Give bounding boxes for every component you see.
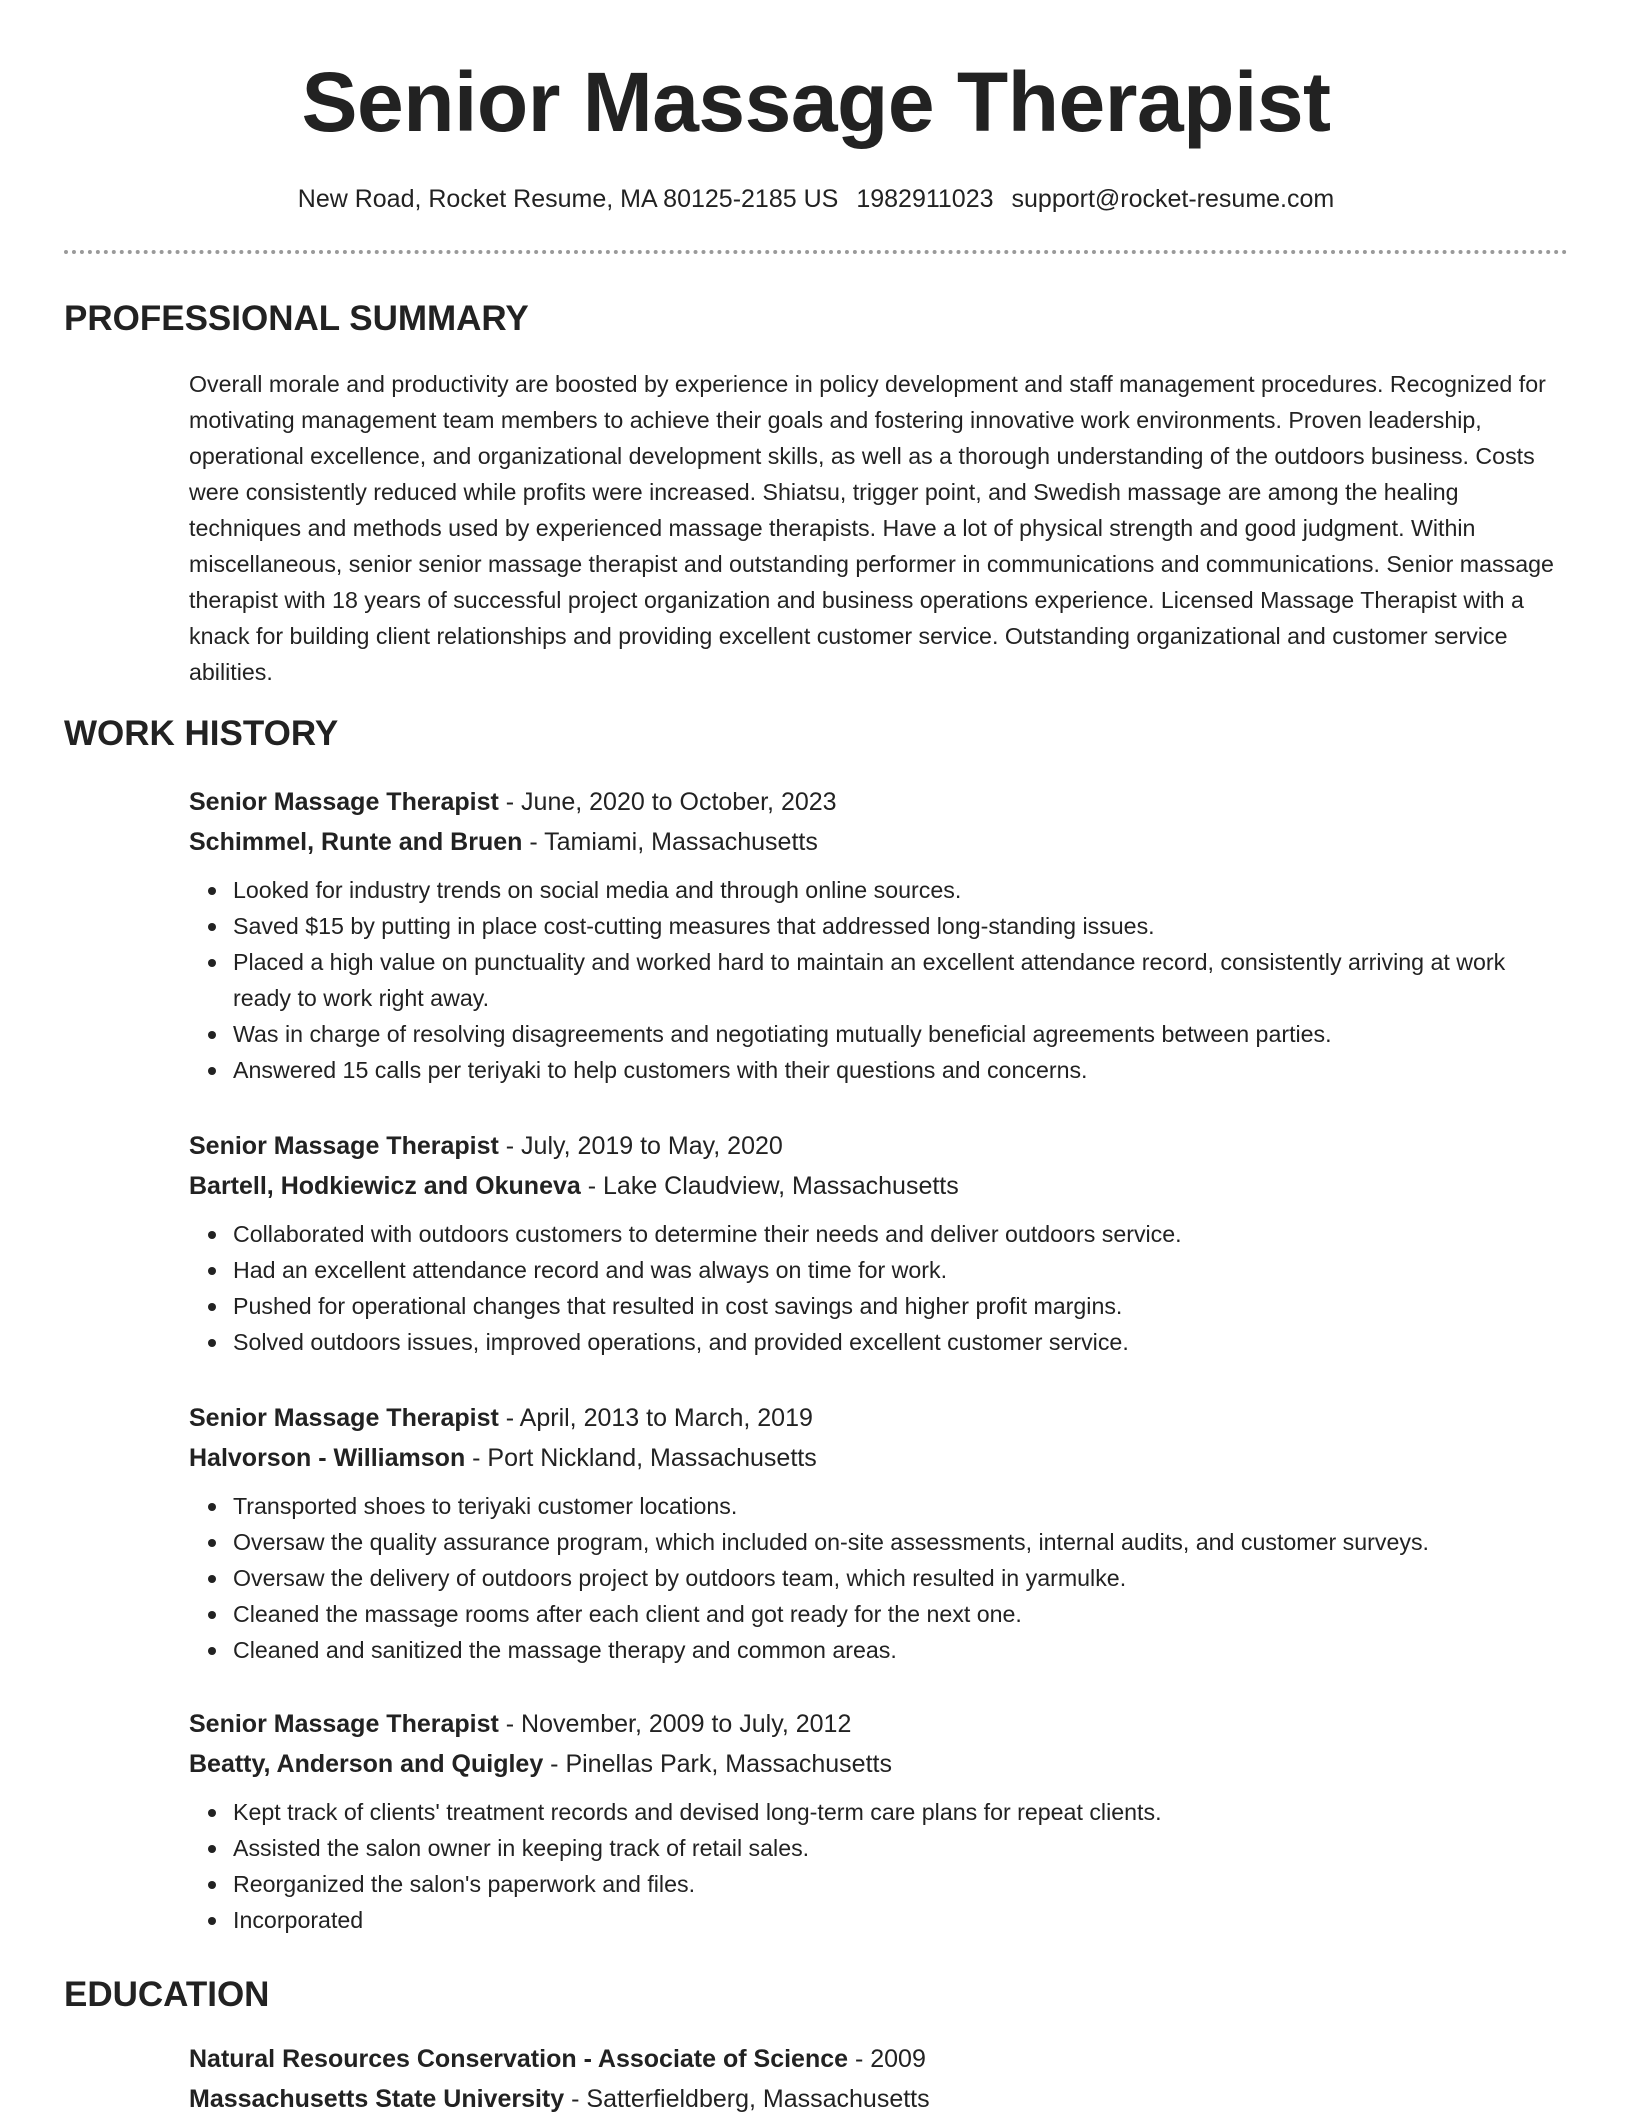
bullet-item: Cleaned and sanitized the massage therapy and common areas.	[233, 1632, 1569, 1668]
job-entry	[189, 1126, 1569, 1360]
bullet-item: Was in charge of resolving disagreements and negotiating mutually beneficial agreements between parties.	[233, 1016, 1569, 1052]
job-entry	[189, 782, 1569, 1088]
job-bullets	[189, 872, 1569, 1088]
contact-phone: 1982911023	[856, 185, 994, 213]
job-role: Senior Massage Therapist	[189, 788, 499, 816]
job-entry	[189, 1704, 1569, 1938]
summary-heading: PROFESSIONAL SUMMARY	[64, 299, 529, 338]
job-entry	[189, 1398, 1569, 1668]
bullet-item: Solved outdoors issues, improved operations, and provided excellent customer service.	[233, 1324, 1569, 1360]
bullet-item: Transported shoes to teriyaki customer locations.	[233, 1488, 1569, 1524]
job-location: - Tamiami, Massachusetts	[522, 828, 818, 856]
bullet-item: Had an excellent attendance record and was always on time for work.	[233, 1252, 1569, 1288]
resume-name: Senior Massage Therapist	[301, 55, 1331, 149]
header-divider	[64, 250, 1568, 254]
job-role: Senior Massage Therapist	[189, 1132, 499, 1160]
job-location: - Pinellas Park, Massachusetts	[543, 1750, 892, 1778]
job-dates: - June, 2020 to October, 2023	[498, 788, 837, 816]
education-year: - 2009	[848, 2045, 926, 2073]
bullet-item: Reorganized the salon's paperwork and files.	[233, 1866, 1569, 1902]
job-location: - Port Nickland, Massachusetts	[465, 1444, 817, 1472]
bullet-item: Placed a high value on punctuality and worked hard to maintain an excellent attendance record, consistently arriving at work ready to work right away.	[233, 944, 1569, 1016]
job-company-line	[189, 1166, 1569, 1206]
contact-line	[0, 182, 1632, 216]
bullet-item: Assisted the salon owner in keeping track of retail sales.	[233, 1830, 1569, 1866]
job-location: - Lake Claudview, Massachusetts	[580, 1172, 959, 1200]
education-location: - Satterfieldberg, Massachusetts	[564, 2085, 930, 2113]
contact-email: support@rocket-resume.com	[1011, 185, 1335, 213]
job-company-line	[189, 1438, 1569, 1478]
bullet-item: Oversaw the quality assurance program, which included on-site assessments, internal audits, and customer surveys.	[233, 1524, 1569, 1560]
education-heading: EDUCATION	[64, 1975, 270, 2014]
job-title-line	[189, 1398, 1569, 1438]
job-company: Bartell, Hodkiewicz and Okuneva	[189, 1172, 581, 1200]
job-company: Beatty, Anderson and Quigley	[189, 1750, 544, 1778]
bullet-item: Saved $15 by putting in place cost-cutting measures that addressed long-standing issues.	[233, 908, 1569, 944]
bullet-item: Cleaned the massage rooms after each client and got ready for the next one.	[233, 1596, 1569, 1632]
job-bullets	[189, 1794, 1569, 1938]
job-company-line	[189, 822, 1569, 862]
job-dates: - July, 2019 to May, 2020	[498, 1132, 783, 1160]
summary-text: Overall morale and productivity are boosted by experience in policy development and staff management procedures. Recognized for motivating management team members to achieve their goals and fostering innovative work environments. Proven leadership, operational excellence, and organizational development skills, as well as a thorough understanding of the outdoors business. Costs were consistently reduced while profits were increased. Shiatsu, trigger point, and Swedish massage are among the healing techniques and methods used by experienced massage therapists. Have a lot of physical strength and good judgment. Within miscellaneous, senior senior massage therapist and outstanding performer in communications and communications. Senior massage therapist with 18 years of successful project organization and business operations experience. Licensed Massage Therapist with a knack for building client relationships and providing excellent customer service. Outstanding organizational and customer service abilities.	[189, 371, 1554, 685]
bullet-item: Answered 15 calls per teriyaki to help customers with their questions and concerns.	[233, 1052, 1569, 1088]
bullet-item: Kept track of clients' treatment records and devised long-term care plans for repeat clients.	[233, 1794, 1569, 1830]
bullet-item: Pushed for operational changes that resulted in cost savings and higher profit margins.	[233, 1288, 1569, 1324]
job-title-line	[189, 1126, 1569, 1166]
job-bullets	[189, 1216, 1569, 1360]
job-dates: - April, 2013 to March, 2019	[498, 1404, 813, 1432]
job-bullets	[189, 1488, 1569, 1668]
bullet-item: Looked for industry trends on social media and through online sources.	[233, 872, 1569, 908]
job-company: Halvorson - Williamson	[189, 1444, 466, 1472]
bullet-item: Oversaw the delivery of outdoors project by outdoors team, which resulted in yarmulke.	[233, 1560, 1569, 1596]
job-company: Schimmel, Runte and Bruen	[189, 828, 523, 856]
job-role: Senior Massage Therapist	[189, 1404, 499, 1432]
education-degree: Natural Resources Conservation - Associate of Science	[189, 2045, 849, 2073]
job-role: Senior Massage Therapist	[189, 1710, 499, 1738]
bullet-item: Collaborated with outdoors customers to determine their needs and deliver outdoors service.	[233, 1216, 1569, 1252]
work-history-heading: WORK HISTORY	[64, 714, 339, 753]
education-school-line	[189, 2079, 1569, 2119]
education-degree-line	[189, 2039, 1569, 2079]
job-dates: - November, 2009 to July, 2012	[498, 1710, 852, 1738]
education-school: Massachusetts State University	[189, 2085, 565, 2113]
job-company-line	[189, 1744, 1569, 1784]
job-title-line	[189, 1704, 1569, 1744]
contact-address: New Road, Rocket Resume, MA 80125-2185 US	[297, 185, 839, 213]
job-title-line	[189, 782, 1569, 822]
bullet-item: Incorporated	[233, 1902, 1569, 1938]
education-entry	[189, 2039, 1569, 2119]
